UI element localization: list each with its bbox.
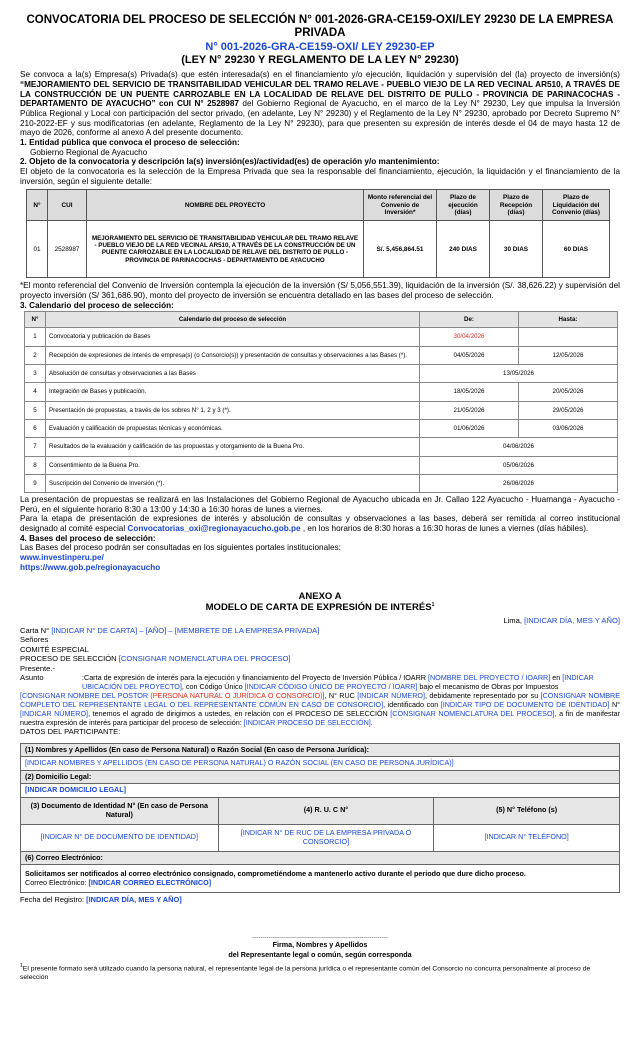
section3-heading: 3. Calendario del proceso de selección: (20, 300, 174, 310)
ruc-field[interactable]: [INDICAR N° DE RUC DE LA EMPRESA PRIVADA O CONSORCIO] (218, 824, 434, 851)
carta-number: Carta N° [INDICAR N° DE CARTA] – [AÑO] – [MEMBRETE DE LA EMPRESA PRIVADA] (20, 625, 320, 635)
amount-note: *El monto referencial del Convenio de Inversión contempla la ejecución de la inversión (S/ 5,056,551.39), liquidación de la inversión (S/. 38,626.22) y supervisión del proyecto inversión (S/ 361,686.90), monto del proyecto de inversión se encuentra detallado en las bases del proceso de selección. (20, 281, 620, 301)
institutional-email-link[interactable]: Convocatorias_oxi@regionayacucho.gob.pe (127, 524, 301, 534)
col-n: N° (27, 190, 48, 221)
signature-block: .................................................................... Firma, Nombres y Apellidos del Representante legal o común, según corresponda (228, 930, 412, 959)
table-row: 01 2528987 MEJORAMIENTO DEL SERVICIO DE TRANSITABILIDAD VEHICULAR DEL TRAMO RELAVE - PUEBLO VIEJO DE LA RED VECINAL AR510, A TRAVÉS DE LA CONSTRUCCIÓN DE UN PUENTE CARROZABLE EN LA LOCALIDAD DE RELAVE DEL DISTRITO DE PULLO - PROVINCIA DE PARINACOCHAS - DEPARTAMENTO DE AYACUCHO S/. 5,456,864.51 240 DIAS 30 DIAS 60 DIAS (27, 221, 610, 278)
letter-body: Lima, [INDICAR DÍA, MES Y AÑO] Carta N° [INDICAR N° DE CARTA] – [AÑO] – [MEMBRETE DE LA EMPRESA PRIVADA] Señores COMITÉ ESPECIAL PROCESO DE SELECCIÓN [CONSIGNAR NOMENCLATURA DEL PROCESO] Presente.- Asunto :Carta de expresión de interés para la ejecución y financiamiento del Proyecto de Inversión Pública / IOARR [NOMBRE DEL PROYECTO / IOARR] en [INDICAR UBICACIÓN DEL PROYECTO], con Código Único [INDICAR CÓDIGO ÚNICO DE PROYECTO / IOARR] bajo el mecanismo de Obras por Impuestos [CONSIGNAR NOMBRE DEL POSTOR (PERSONA NATURAL O JURÍDICA O CONSORCIO)], N° RUC [INDICAR NÚMERO], debidamente representado por su [CONSIGNAR NOMBRE COMPLETO DEL REPRESENTANTE LEGAL O DEL REPRESENTANTE COMÚN EN CASO DE CONSORCIO], identificado con [INDICAR TIPO DE DOCUMENTO DE IDENTIDAD] N° [INDICAR NÚMERO], tenemos el agrado de dirigirnos a ustedes, en relación con el PROCESO DE SELECCIÓN [CONSIGNAR NOMENCLATURA DEL PROCESO], a fin de manifestar nuestra expresión de interés para participar del proceso de selección: [INDICAR PROCESO DE SELECCIÓN]. DATOS DEL PARTICIPANTE: (20, 616, 621, 737)
letter-paragraph: [CONSIGNAR NOMBRE DEL POSTOR (PERSONA NATURAL O JURÍDICA O CONSORCIO)], N° RUC [INDICAR NÚMERO], debidamente representado por su [CONSIGNAR NOMBRE COMPLETO DEL REPRESENTANTE LEGAL O DEL REPRESENTANTE COMÚN EN CASO DE CONSORCIO], identificado con [INDICAR TIPO DE DOCUMENTO DE IDENTIDAD] N° [INDICAR NÚMERO], tenemos el agrado de dirigirnos a ustedes, en relación con el PROCESO DE SELECCIÓN [CONSIGNAR NOMENCLATURA DEL PROCESO], a fin de manifestar nuestra expresión de interés para participar del proceso de selección: [INDICAR PROCESO DE SELECCIÓN]. (20, 691, 621, 728)
project-table (26, 189, 610, 278)
id-doc-label: (3) Documento de Identidad N° (En caso de Persona Natural) (21, 797, 219, 824)
section2-text: El objeto de la convocatoria es la selección de la Empresa Privada que sea la responsable del financiamiento, ejecución, la liquidación y el financiamiento de la inversión, según el siguiente detalle: (20, 167, 620, 186)
col-recep: Plazo de Recepción (días) (490, 190, 543, 221)
id-doc-field[interactable]: [INDICAR N° DE DOCUMENTO DE IDENTIDAD] (21, 824, 219, 851)
table-row: 5 Presentación de propuestas, a través de los sobres N° 1, 2 y 3 (*). 21/05/2026 29/05/2026 (25, 401, 618, 419)
intro-paragraph: Se convoca a la(s) Empresa(s) Privada(s) que estén interesada(s) en el financiamiento y/o ejecución, liquidación y supervisión del (la) proyecto de inversión(s) “MEJORAMIENTO DEL SERVICIO DE TRANSITABILIDAD VEHICULAR DEL TRAMO RELAVE - PUEBLO VIEJO DE LA RED VECINAL AR510, A TRAVÉS DE LA CONSTRUCCIÓN DE UN PUENTE CARROZABLE EN LA LOCALIDAD DE RELAVE DEL DISTRITO DE PULLO - PROVINCIA DE PARINACOCHAS - DEPARTAMENTO DE AYACUCHO” con CUI N° 2528987 del Gobierno Regional de Ayacucho, en el marco de la Ley N° 29230, Ley que impulsa la Inversión Pública Regional y Local con participación del sector privado, (en adelante, Ley N° 29230) y el Reglamento de la Ley N° 29230, aprobado por Decreto Supremo N° 210-2022-EF y sus modificatorias (en adelante, Reglamento de la Ley N° 29230), para que presenten su expresión de interés desde el 04 de mayo hasta 12 de mayo de 2026, conforme al anexo A del presente documento. (20, 70, 620, 138)
table-row: 7 Resultados de la evaluación y calificación de las propuestas y otorgamiento de la Buena Pro. 04/06/2026 (25, 438, 618, 456)
annex-title: ANEXO A MODELO DE CARTA DE EXPRESIÓN DE INTERÉS$^1$ (205, 590, 435, 614)
calendar-header: N° Calendario del proceso de selección De: Hasta: (25, 312, 618, 328)
project-table-header (27, 190, 610, 221)
name-field[interactable]: [INDICAR NOMBRES Y APELLIDOS (EN CASO DE PERSONA NATURAL) O RAZÓN SOCIAL (EN CASO DE PERSONA JURÍDICA)] (21, 757, 620, 770)
section2-heading: 2. Objeto de la convocatoria y descripción la(s) inversión(es)/actividad(es) de operación y/o mantenimiento: (20, 157, 440, 167)
section1-heading: 1. Entidad pública que convoca el proceso de selección: (20, 138, 240, 148)
table-row: 1 Convocatoria y publicación de Bases 30/04/2026 (25, 328, 618, 346)
gobpe-link[interactable]: https://www.gob.pe/regionayacucho (20, 562, 161, 572)
email-label: (6) Correo Electrónico: (21, 851, 620, 864)
col-amount: Monto referencial del Convenio de Inversión* (364, 190, 437, 221)
place-date: Lima, [INDICAR DÍA, MES Y AÑO] (503, 616, 620, 626)
section4-text: Las Bases del proceso podrán ser consultadas en los siguientes portales institucionales: (20, 543, 341, 553)
calendar-table (24, 311, 618, 493)
table-row: 9 Suscripción del Convenio de Inversión (*). 26/06/2026 (25, 474, 618, 492)
footnote: $^1$El presente formato será utilizado cuando la persona natural, el representante legal de la persona jurídica o el representante común del Consorcio no concurra personalmente al proceso de selección (20, 963, 591, 981)
phone-label: (5) N° Teléfono (s) (434, 797, 620, 824)
table-row: 3 Absolución de consultas y observaciones a las Bases 13/05/2026 (25, 365, 618, 383)
table-row: 8 Consentimiento de la Buena Pro. 05/06/2026 (25, 456, 618, 474)
law-subtitle: (LEY N° 29230 Y REGLAMENTO DE LA LEY N° 29230) (181, 54, 459, 67)
name-label: (1) Nombres y Apellidos (En caso de Persona Natural) o Razón Social (En caso de Persona Jurídica): (21, 743, 620, 756)
ruc-label: (4) R. U. C N° (218, 797, 434, 824)
process-line: PROCESO DE SELECCIÓN [CONSIGNAR NOMENCLATURA DEL PROCESO] (20, 654, 291, 664)
participant-heading: DATOS DEL PARTICIPANTE: (20, 727, 121, 737)
address-field[interactable]: [INDICAR DOMICILIO LEGAL] (21, 784, 620, 797)
email-cell: Solicitamos ser notificados al correo electrónico consignado, comprometiéndome a mantenerlo activo durante el periodo que dure dicho proceso. Correo Electrónico: [INDICAR CORREO ELECTRÓNICO] (21, 865, 620, 893)
section1-value: Gobierno Regional de Ayacucho (30, 147, 148, 157)
asunto-line: Asunto :Carta de expresión de interés para la ejecución y financiamiento del Proyecto de Inversión Pública / IOARR [NOMBRE DEL PROYECTO / IOARR] en [INDICAR UBICACIÓN DEL PROYECTO], con Código Único [INDICAR CÓDIGO ÚNICO DE PROYECTO / IOARR] bajo el mecanismo de Obras por Impuestos (20, 673, 594, 692)
section4-heading: 4. Bases del proceso de selección: (20, 533, 156, 543)
participant-table (20, 743, 620, 893)
annex-subtitle: MODELO DE CARTA DE EXPRESIÓN DE INTERÉS (205, 602, 432, 614)
project-name-bold: “MEJORAMIENTO DEL SERVICIO DE TRANSITABILIDAD VEHICULAR DEL TRAMO RELAVE - PUEBLO VIEJO DE LA RED VECINAL AR510, A TRAVÉS DE LA CONSTRUCCIÓN DE UN PUENTE CARROZABLE EN LA LOCALIDAD DE RELAVE DEL DISTRITO DE PULLO - PROVINCIA DE PARINACOCHAS - DEPARTAMENTO DE AYACUCHO” con CUI N° 2528987 (20, 80, 620, 109)
email-field[interactable]: [INDICAR CORREO ELECTRÓNICO] (88, 877, 212, 887)
process-number: N° 001-2026-GRA-CE159-OXI/ LEY 29230-EP (205, 41, 435, 54)
convocatoria-title: CONVOCATORIA DEL PROCESO DE SELECCIÓN N° 001-2026-GRA-CE159-OXI/LEY 29230 DE LA EMPRESA PRIVADA (26, 14, 614, 40)
investinperu-link[interactable]: www.investinperu.pe/ (20, 553, 104, 563)
email-paragraph: Para la etapa de presentación de expresiones de interés y absolución de consultas y observaciones a las bases, deberá ser remitida al correo institucional designado al comité especial Convocatorias_oxi@regionayacucho.gob.pe , en los horarios de 8:30 horas a 16:30 horas de lunes a viernes (días hábiles). (20, 514, 620, 534)
presentation-text: La presentación de propuestas se realizará en las Instalaciones del Gobierno Regional de Ayacucho ubicada en Jr. Callao 122 Ayacucho - Huamanga - Ayacucho - Perú, en el siguiente horario 8:30 a 13:00 y 14:30 a 16:30 horas de lunes a viernes. (20, 495, 620, 514)
table-row: 2 Recepción de expresiones de interés de empresa(s) (o Consorcio(s)) y presentación de consultas y observaciones a las Bases (*). 04/05/2026 12/05/2026 (25, 346, 618, 364)
col-liq: Plazo de Liquidación del Convenio (días) (543, 190, 610, 221)
table-row: 6 Evaluación y calificación de propuestas técnicas y económicas. 01/06/2026 03/06/2026 (25, 419, 618, 437)
table-row: 4 Integración de Bases y publicación. 18/05/2026 20/05/2026 (25, 383, 618, 401)
col-exec: Plazo de ejecución (días) (437, 190, 490, 221)
address-label: (2) Domicilio Legal: (21, 770, 620, 783)
phone-field[interactable]: [INDICAR N° TELÉFONO] (434, 824, 620, 851)
col-project-name: NOMBRE DEL PROYECTO (87, 190, 364, 221)
registry-date: Fecha del Registro: [INDICAR DÍA, MES Y AÑO] (20, 895, 182, 905)
col-cui: CUI (48, 190, 87, 221)
